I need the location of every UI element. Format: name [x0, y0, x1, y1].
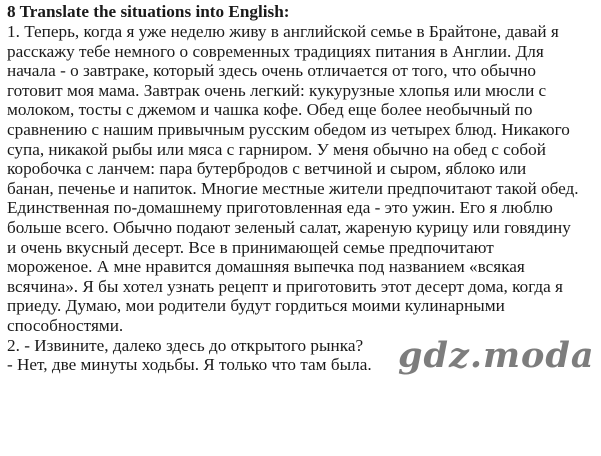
site-watermark: gdz.moda	[398, 335, 595, 376]
text-line: молоком, тосты с джемом и чашка кофе. Обед еще более необычный по	[7, 100, 533, 120]
text-line: готовит моя мама. Завтрак очень легкий: кукурузные хлопья или мюсли с	[7, 80, 547, 100]
text-line: приеду. Думаю, мои родители будут гордиться моими кулинарными	[7, 296, 505, 316]
text-line: начала - о завтраке, который здесь очень отличается от того, что обычно	[7, 61, 537, 81]
text-line: 1. Теперь, когда я уже неделю живу в английской семье в Брайтоне, давай я	[7, 22, 559, 41]
exercise-block	[7, 2, 597, 375]
text-line: всячина». Я бы хотел узнать рецепт и приготовить этот десерт дома, когда я	[7, 276, 563, 296]
exercise-text	[7, 22, 597, 375]
dialogue-question: 2. - Извините, далеко здесь до открытого рынка?	[7, 335, 364, 355]
text-line: больше всего. Обычно подают зеленый салат, жареную курицу или говядину	[7, 217, 571, 237]
text-line: банан, печенье и напиток. Многие местные жители предпочитают такой обед.	[7, 178, 579, 198]
text-line: и очень вкусный десерт. Все в принимающей семье предпочитают	[7, 237, 494, 257]
text-line: мороженое. А мне нравится домашняя выпечка под названием «всякая	[7, 257, 525, 277]
text-line: сравнению с нашим привычным русским обедом из четырех блюд. Никакого	[7, 119, 570, 139]
text-line: расскажу тебе немного о современных традициях питания в Англии. Для	[7, 41, 544, 61]
dialogue-answer: - Нет, две минуты ходьбы. Я только что там была.	[7, 355, 372, 375]
text-line: коробочка с ланчем: пара бутербродов с ветчиной и сыром, яблоко или	[7, 159, 527, 179]
text-line: Единственная по-домашнему приготовленная еда - это ужин. Его я люблю	[7, 198, 553, 218]
text-line: способностями.	[7, 315, 124, 335]
text-line: супа, никакой рыбы или мяса с гарниром. У меня обычно на обед с собой	[7, 139, 546, 159]
exercise-heading: 8 Translate the situations into English:	[7, 2, 290, 21]
